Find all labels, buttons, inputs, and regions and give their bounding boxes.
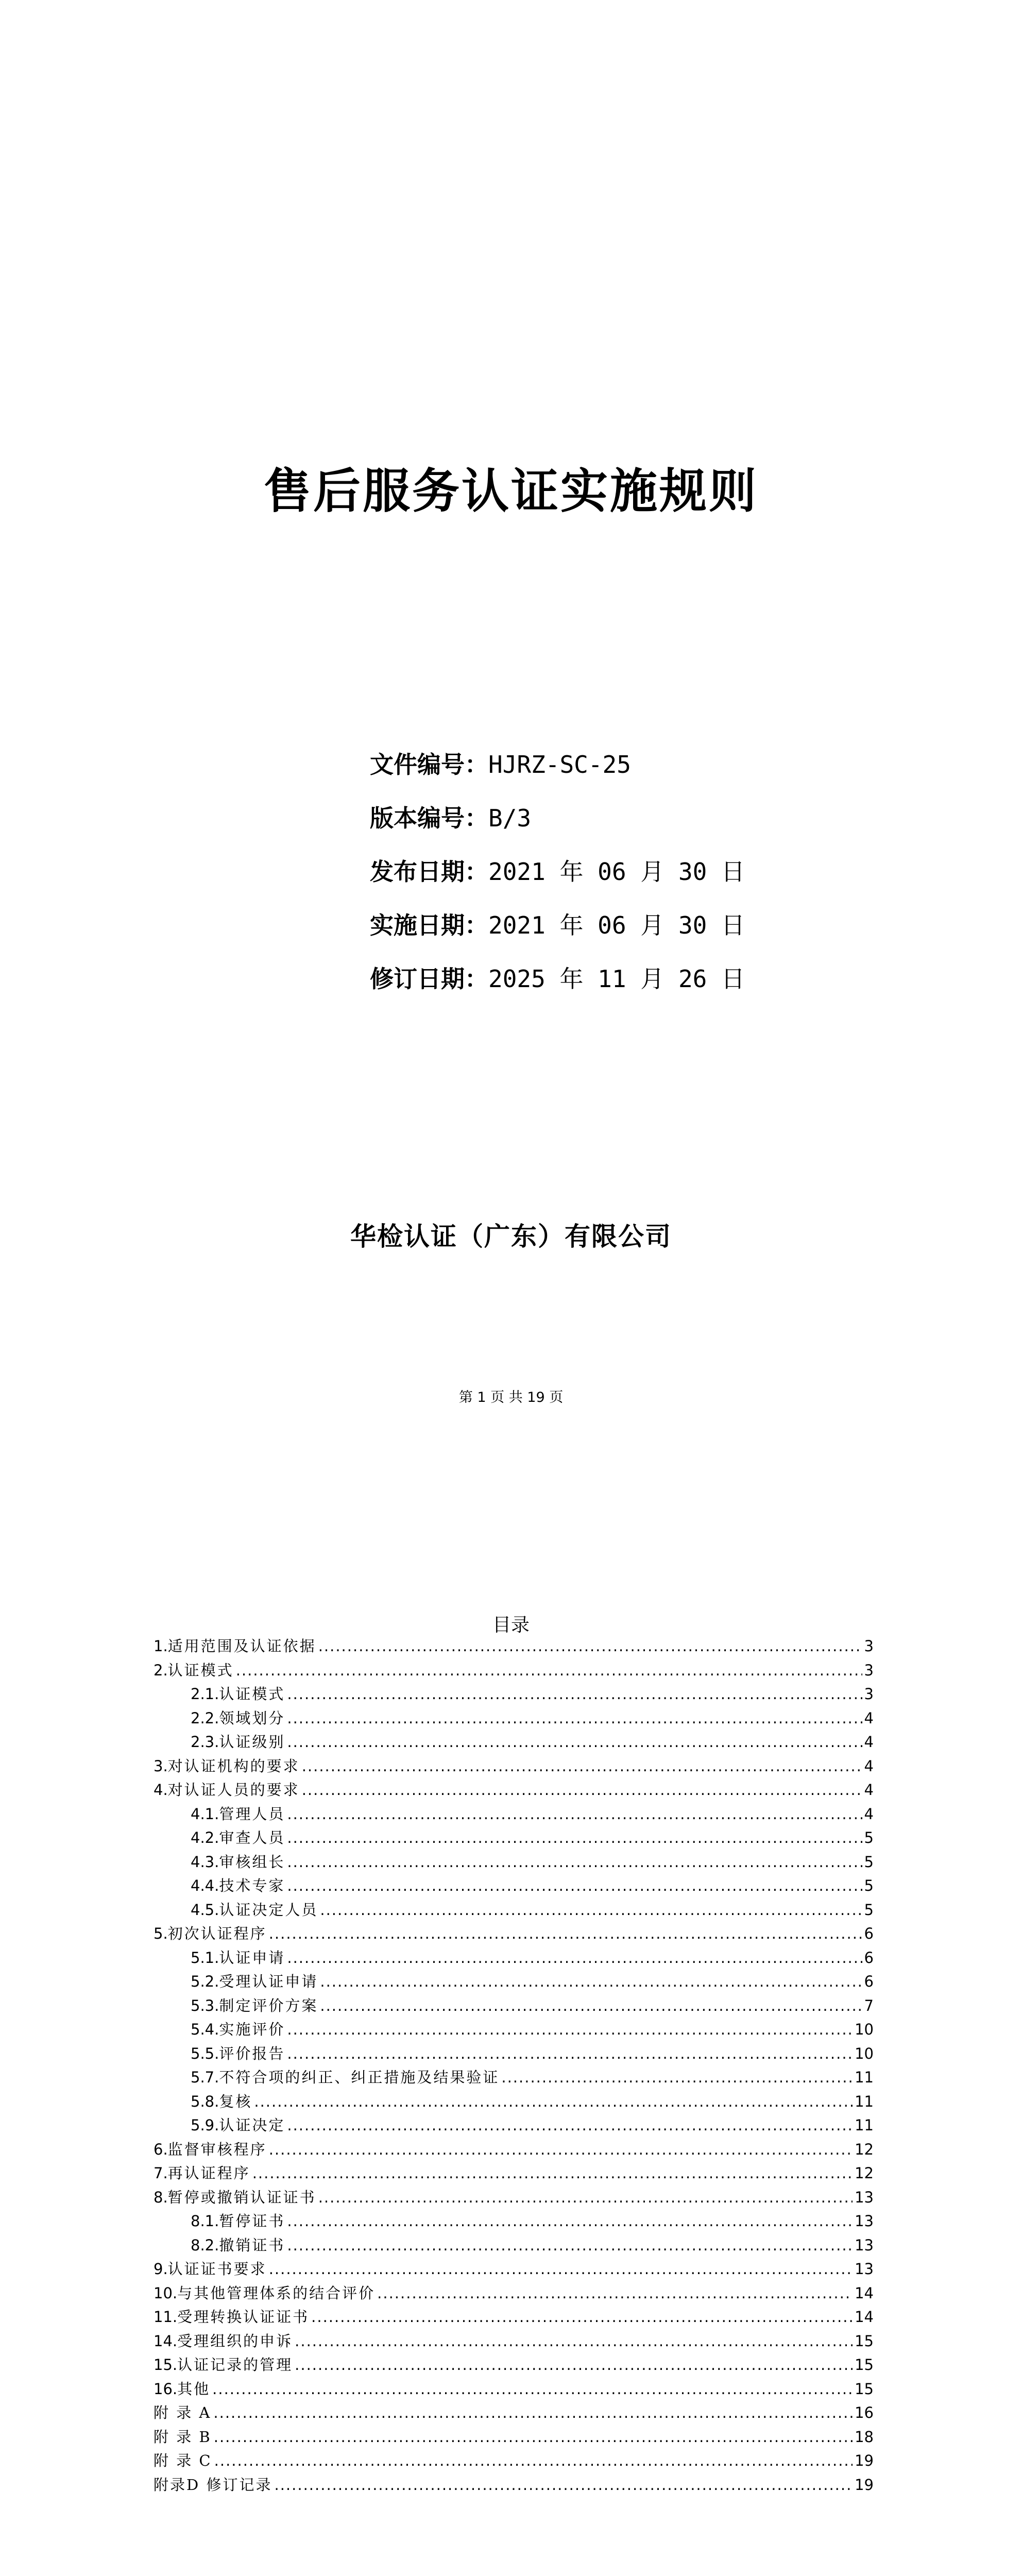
toc-entry-number: 5. (154, 1925, 168, 1942)
toc-entry-number: 5.7. (191, 2069, 219, 2086)
toc-entry-title: 实施评价 (219, 2021, 285, 2038)
toc-dot-leader (254, 2090, 853, 2114)
toc-entry[interactable] (154, 1730, 874, 1754)
toc-entry-number: 5.4. (191, 2021, 219, 2038)
page-number: 第 1 页 共 19 页 (458, 1389, 564, 1405)
toc-entry[interactable] (154, 2257, 874, 2281)
toc-entry-number: 2.3. (191, 1733, 219, 1751)
toc-dot-leader (287, 1706, 862, 1731)
toc-entry-page: 15 (855, 2332, 874, 2350)
toc-entry-number: 10. (154, 2284, 178, 2302)
toc-entry[interactable] (154, 2113, 874, 2138)
toc-entry[interactable] (154, 1802, 874, 1826)
toc-dot-leader (287, 2042, 853, 2066)
toc-entry-title: 受理组织的申诉 (177, 2332, 293, 2350)
toc-entry-number: 5.1. (191, 1948, 219, 1967)
toc-entry-title: 认证决定 (219, 2116, 285, 2134)
toc-dot-leader (269, 2257, 853, 2281)
toc-entry-page: 12 (855, 2164, 874, 2182)
toc-entry-number: 14. (154, 2332, 178, 2350)
toc-entry[interactable] (154, 1874, 874, 1898)
toc-dot-leader (287, 1802, 862, 1826)
toc-entry-page: 11 (855, 2116, 874, 2134)
toc-entry[interactable] (154, 2185, 874, 2210)
toc-entry-page: 19 (855, 2452, 874, 2469)
toc-entry-title: 审查人员 (219, 1829, 285, 1846)
toc-entry[interactable] (154, 1946, 874, 1970)
toc-entry[interactable] (154, 2209, 874, 2233)
toc-entry[interactable] (154, 1682, 874, 1706)
meta-effective-date (370, 899, 745, 952)
toc-entry-number: 2.1. (191, 1685, 219, 1703)
toc-entry-page: 4 (864, 1709, 874, 1727)
toc-entry-title: 认证模式 (167, 1661, 234, 1679)
toc-dot-leader (295, 2329, 853, 2353)
toc-entry-page: 15 (855, 2380, 874, 2398)
toc-dot-leader (214, 2449, 853, 2473)
toc-entry[interactable] (154, 2305, 874, 2329)
toc-dot-leader (287, 1826, 862, 1850)
toc-entry-title: 暂停证书 (219, 2212, 285, 2230)
toc-entry[interactable] (154, 2473, 874, 2497)
toc-dot-leader (269, 2138, 853, 2162)
toc-dot-leader (287, 1682, 862, 1706)
toc-dot-leader (214, 2425, 853, 2449)
toc-entry-title: 管理人员 (219, 1805, 285, 1823)
toc-dot-leader (318, 1634, 862, 1658)
toc-entry-number: 4.3. (191, 1853, 219, 1871)
toc-entry-page: 13 (855, 2260, 874, 2278)
toc-entry[interactable] (154, 2281, 874, 2306)
toc-entry-title: 受理转换认证证书 (177, 2308, 310, 2326)
meta-label: 修订日期： (370, 965, 488, 993)
toc-entry[interactable] (154, 1706, 874, 1731)
meta-label: 版本编号： (370, 804, 488, 832)
toc-entry-page: 16 (855, 2404, 874, 2421)
toc-entry-page: 14 (855, 2284, 874, 2302)
toc-entry-title: 附 录 B (154, 2428, 212, 2446)
toc-entry-page: 4 (864, 1733, 874, 1751)
toc-entry-number: 3. (154, 1757, 168, 1775)
meta-release-date (370, 845, 745, 899)
toc-entry-number: 4. (154, 1781, 168, 1799)
toc-entry[interactable] (154, 2353, 874, 2377)
toc-entry-title: 再认证程序 (167, 2164, 250, 2182)
toc-dot-leader (311, 2305, 853, 2329)
toc-entry-title: 监督审核程序 (167, 2140, 267, 2158)
toc-entry[interactable] (154, 1634, 874, 1658)
toc-entry-title: 认证记录的管理 (177, 2356, 293, 2374)
toc-entry-number: 2. (154, 1661, 168, 1679)
toc-entry[interactable] (154, 1970, 874, 1994)
toc-entry-number: 4.4. (191, 1877, 219, 1894)
toc-entry-number: 5.8. (191, 2092, 219, 2110)
toc-dot-leader (320, 1970, 862, 1994)
toc-entry[interactable] (154, 2401, 874, 2425)
toc-entry-number: 7. (154, 2164, 168, 2182)
toc-entry[interactable] (154, 1898, 874, 1922)
toc-entry-number: 8.2. (191, 2236, 219, 2254)
toc-entry-number: 8. (154, 2188, 168, 2206)
toc-entry-number: 4.2. (191, 1829, 219, 1846)
meta-value: 2025 年 11 月 26 日 (488, 965, 745, 993)
toc-dot-leader (302, 1754, 862, 1778)
toc-dot-leader (252, 2161, 853, 2185)
toc-entry[interactable] (154, 2161, 874, 2185)
toc-entry-title: 制定评价方案 (219, 1996, 318, 2014)
toc-entry-title: 对认证机构的要求 (167, 1757, 300, 1775)
meta-value: B/3 (488, 804, 532, 832)
toc-entry-page: 15 (855, 2356, 874, 2374)
toc-entry[interactable] (154, 1778, 874, 1802)
toc-entry-title: 初次认证程序 (167, 1925, 267, 1942)
toc-entry-page: 11 (855, 2069, 874, 2086)
toc-entry-number: 15. (154, 2356, 178, 2374)
toc-entry-page: 4 (864, 1805, 874, 1823)
toc-entry-page: 7 (864, 1996, 874, 2014)
toc-entry-title: 技术专家 (219, 1877, 285, 1894)
toc-entry-number: 11. (154, 2308, 178, 2326)
toc-entry-page: 6 (864, 1973, 874, 1990)
toc-entry-title: 认证申请 (219, 1948, 285, 1967)
toc-entry[interactable] (154, 1994, 874, 2018)
toc-entry-title: 领域划分 (219, 1709, 285, 1727)
meta-value: HJRZ-SC-25 (488, 751, 631, 778)
toc-entry-page: 3 (864, 1637, 874, 1655)
meta-revision-date (370, 952, 745, 1006)
document-title: 售后服务认证实施规则 (263, 463, 758, 519)
toc-entry-title: 不符合项的纠正、纠正措施及结果验证 (219, 2069, 500, 2086)
toc-entry-number: 8.1. (191, 2212, 219, 2230)
toc-entry-title: 认证证书要求 (167, 2260, 267, 2278)
toc-entry-page: 18 (855, 2428, 874, 2446)
toc-entry[interactable] (154, 1922, 874, 1946)
document-metadata (370, 738, 745, 1006)
toc-entry[interactable] (154, 1826, 874, 1850)
toc-dot-leader (287, 1946, 862, 1970)
toc-dot-leader (287, 2018, 853, 2042)
toc-entry[interactable] (154, 2090, 874, 2114)
toc-entry-number: 4.1. (191, 1805, 219, 1823)
toc-dot-leader (212, 2377, 853, 2401)
toc-entry-title: 其他 (177, 2380, 211, 2398)
toc-entry-number: 5.5. (191, 2044, 219, 2062)
toc-entry-page: 13 (855, 2236, 874, 2254)
toc-dot-leader (236, 1658, 862, 1683)
toc-dot-leader (269, 1922, 862, 1946)
toc-entry-number: 4.5. (191, 1901, 219, 1919)
toc-entry-page: 10 (855, 2021, 874, 2038)
toc-entry[interactable] (154, 2042, 874, 2066)
toc-dot-leader (287, 2209, 853, 2233)
toc-entry-title: 附 录 A (154, 2404, 212, 2421)
toc-entry-page: 4 (864, 1781, 874, 1799)
toc-entry-number: 16. (154, 2380, 178, 2398)
meta-value: 2021 年 06 月 30 日 (488, 911, 745, 939)
toc-entry[interactable] (154, 1850, 874, 1874)
toc-dot-leader (274, 2473, 853, 2497)
table-of-contents (154, 1634, 874, 2497)
toc-entry[interactable] (154, 2233, 874, 2258)
toc-entry-number: 1. (154, 1637, 168, 1655)
toc-entry-page: 12 (855, 2140, 874, 2158)
organization-name: 华检认证（广东）有限公司 (350, 1221, 672, 1251)
toc-entry-title: 认证决定人员 (219, 1901, 318, 1919)
toc-entry-number: 9. (154, 2260, 168, 2278)
toc-entry[interactable] (154, 2425, 874, 2449)
toc-entry[interactable] (154, 2138, 874, 2162)
toc-title: 目录 (492, 1615, 530, 1636)
toc-dot-leader (287, 1850, 862, 1874)
toc-entry-number: 5.3. (191, 1996, 219, 2014)
toc-entry-number: 6. (154, 2140, 168, 2158)
toc-page (0, 1446, 1022, 2576)
toc-entry-page: 11 (855, 2092, 874, 2110)
toc-entry[interactable] (154, 2065, 874, 2090)
toc-entry-page: 10 (855, 2044, 874, 2062)
meta-label: 发布日期： (370, 858, 488, 886)
toc-entry-page: 13 (855, 2188, 874, 2206)
toc-entry-page: 5 (864, 1901, 874, 1919)
toc-dot-leader (501, 2065, 853, 2090)
toc-entry-page: 6 (864, 1948, 874, 1967)
toc-entry-title: 认证模式 (219, 1685, 285, 1703)
toc-entry-page: 3 (864, 1685, 874, 1703)
toc-entry-title: 复核 (219, 2092, 252, 2110)
toc-entry-title: 认证级别 (219, 1733, 285, 1751)
toc-entry-page: 5 (864, 1853, 874, 1871)
toc-entry-page: 19 (855, 2476, 874, 2494)
toc-entry-title: 对认证人员的要求 (167, 1781, 300, 1799)
toc-dot-leader (318, 2185, 853, 2210)
toc-entry[interactable] (154, 1658, 874, 1683)
meta-label: 文件编号： (370, 751, 488, 778)
toc-entry-page: 5 (864, 1877, 874, 1894)
meta-value: 2021 年 06 月 30 日 (488, 858, 745, 886)
toc-entry-page: 4 (864, 1757, 874, 1775)
toc-entry-title: 审核组长 (219, 1853, 285, 1871)
toc-entry[interactable] (154, 2449, 874, 2473)
toc-entry[interactable] (154, 2018, 874, 2042)
toc-dot-leader (320, 1994, 862, 2018)
meta-version-number (370, 791, 745, 845)
toc-dot-leader (302, 1778, 862, 1802)
toc-entry[interactable] (154, 2377, 874, 2401)
toc-entry-page: 3 (864, 1661, 874, 1679)
toc-dot-leader (287, 2233, 853, 2258)
toc-entry-title: 受理认证申请 (219, 1973, 318, 1990)
toc-entry-page: 5 (864, 1829, 874, 1846)
toc-dot-leader (287, 2113, 853, 2138)
meta-label: 实施日期： (370, 911, 488, 939)
meta-file-number (370, 738, 745, 791)
toc-entry[interactable] (154, 1754, 874, 1778)
toc-entry-page: 6 (864, 1925, 874, 1942)
toc-entry-number: 2.2. (191, 1709, 219, 1727)
toc-entry-title: 适用范围及认证依据 (167, 1637, 316, 1655)
toc-dot-leader (320, 1898, 862, 1922)
toc-entry-page: 14 (855, 2308, 874, 2326)
toc-entry-number: 5.2. (191, 1973, 219, 1990)
toc-entry-title: 评价报告 (219, 2044, 285, 2062)
toc-entry-number: 5.9. (191, 2116, 219, 2134)
toc-entry-title: 暂停或撤销认证证书 (167, 2188, 316, 2206)
toc-entry-title: 撤销证书 (219, 2236, 285, 2254)
toc-entry-title: 附 录 C (154, 2452, 212, 2469)
toc-entry[interactable] (154, 2329, 874, 2353)
toc-entry-title: 与其他管理体系的结合评价 (177, 2284, 376, 2302)
toc-entry-title: 附录D 修订记录 (154, 2476, 272, 2494)
toc-dot-leader (213, 2401, 853, 2425)
toc-dot-leader (295, 2353, 853, 2377)
toc-dot-leader (377, 2281, 853, 2306)
toc-dot-leader (287, 1874, 862, 1898)
toc-dot-leader (287, 1730, 862, 1754)
toc-entry-page: 13 (855, 2212, 874, 2230)
